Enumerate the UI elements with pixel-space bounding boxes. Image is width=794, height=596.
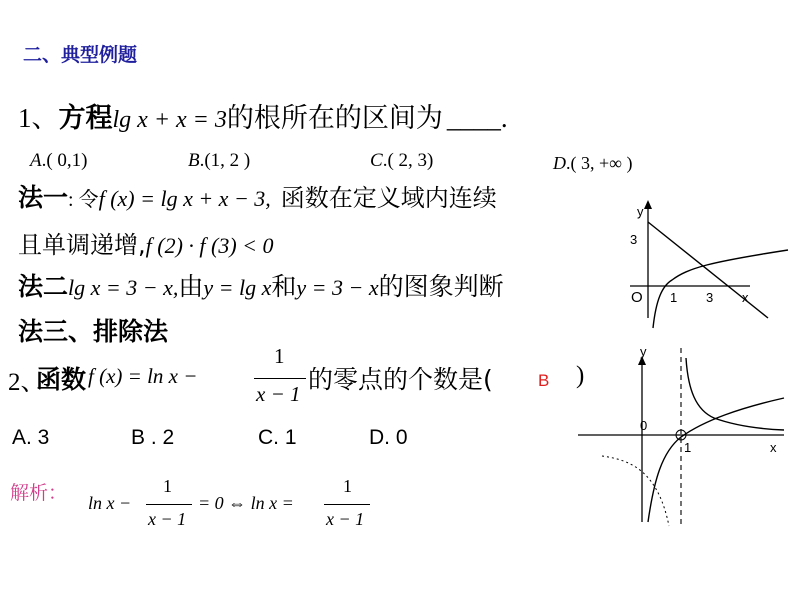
question-1 <box>18 96 508 135</box>
solution-label: 解析： <box>10 482 68 504</box>
question-text: 函数 <box>36 365 87 394</box>
method-text: 和 <box>271 272 297 301</box>
method-expression: y = 3 − x <box>296 275 379 300</box>
method-condition: f (2) · f (3) < 0 <box>145 233 274 258</box>
graph-2-origin: 0 <box>640 418 648 433</box>
method-text: 且单调递增, <box>18 231 146 259</box>
method-title: 法二 <box>18 272 69 301</box>
equation: lg x + x = 3 <box>112 107 227 133</box>
fraction-bar <box>324 504 370 505</box>
answer-blank: ____. <box>446 103 508 133</box>
graph-2-tick-1: 1 <box>684 440 692 455</box>
method-text: 由 <box>178 272 204 301</box>
fraction-numerator: 1 <box>163 476 172 496</box>
graph-1-tick-3y: 3 <box>630 232 638 247</box>
graph-2-x-label: x <box>770 440 777 455</box>
graph-1-log-curve <box>653 250 788 328</box>
paren-close: ) <box>576 362 585 389</box>
fraction-denominator: x − 1 <box>326 509 365 529</box>
method-2 <box>18 267 504 303</box>
section-heading: 二、典型例题 <box>23 44 138 66</box>
graph-1-y-label: y <box>637 204 644 219</box>
fraction-bar <box>146 504 192 505</box>
method-let: : 令 <box>68 189 99 211</box>
method-description: 函数在定义域内连续 <box>280 184 497 212</box>
q2-option-b: B . 2 <box>131 426 175 449</box>
question-text: 的根所在的区间为 <box>226 103 443 134</box>
question-text: 方程 <box>58 103 113 134</box>
graph-1-origin: O <box>631 289 643 306</box>
question-number: 2、 <box>8 369 46 396</box>
graph-1 <box>620 200 790 330</box>
option-a: A.( 0,1) <box>30 150 88 171</box>
q2-option-a: A. 3 <box>12 426 50 449</box>
solution-left: ln x − <box>88 493 132 513</box>
option-c: C.( 2, 3) <box>370 150 434 171</box>
function-expression: f (x) = ln x − <box>88 364 198 388</box>
question-text: 的零点的个数是( <box>308 365 493 394</box>
question-number: 1、 <box>18 103 59 133</box>
method-3: 法三、排除法 <box>18 317 169 346</box>
graph-1-y-arrow <box>644 200 652 209</box>
graph-1-tick-1: 1 <box>670 290 678 305</box>
q2-option-d: D. 0 <box>369 426 408 449</box>
fraction-numerator: 1 <box>274 344 285 368</box>
method-expression: lg x = 3 − x, <box>68 275 179 300</box>
method-expression: y = lg x <box>203 275 272 300</box>
option-d: D.( 3, +∞ ) <box>553 153 633 173</box>
option-b: B.(1, 2 ) <box>188 150 251 171</box>
graph-2-hyperbola-right <box>686 358 784 430</box>
method-description: 的图象判断 <box>378 272 504 301</box>
q2-option-c: C. 1 <box>258 426 297 449</box>
fraction-bar <box>254 378 306 379</box>
method-expression: f (x) = lg x + x − 3, <box>98 186 271 211</box>
graph-2-y-label: y <box>640 344 647 359</box>
fraction-denominator: x − 1 <box>148 509 187 529</box>
graph-2 <box>570 340 792 530</box>
graph-1-tick-3x: 3 <box>706 290 714 305</box>
graph-2-log-curve <box>648 398 784 522</box>
solution-middle: = 0 ⇔ ln x = <box>198 493 294 513</box>
method-1-line2 <box>18 225 274 260</box>
method-title: 法一 <box>18 183 69 212</box>
graph-2-hyperbola-left <box>602 456 669 526</box>
method-1 <box>18 178 497 214</box>
answer-choice: B <box>538 371 550 390</box>
graph-1-x-label: x <box>742 290 749 305</box>
fraction-denominator: x − 1 <box>256 382 301 406</box>
fraction-numerator: 1 <box>343 476 352 496</box>
